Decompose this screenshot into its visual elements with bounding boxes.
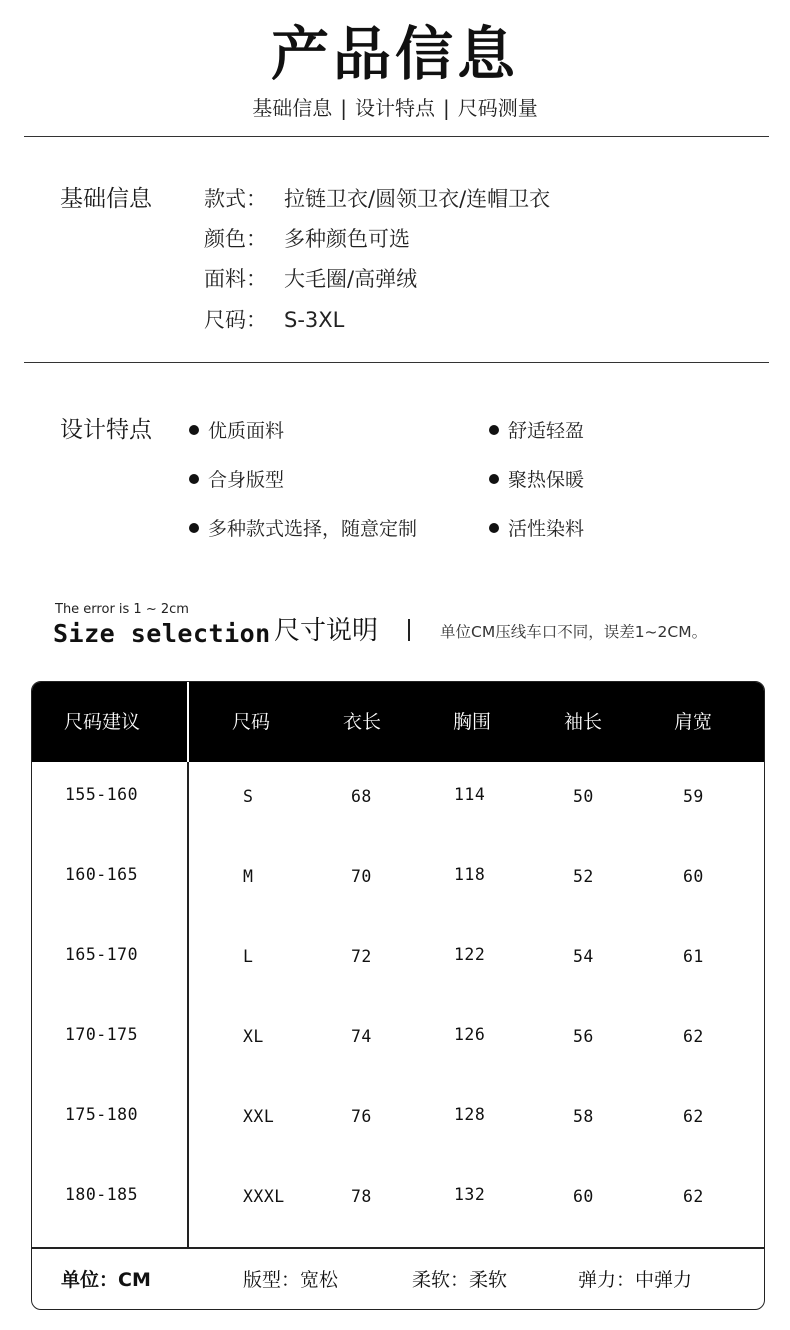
- page-title: 产品信息: [270, 20, 519, 88]
- table-cell: 155-160: [65, 785, 139, 804]
- basic-row-style: [204, 185, 550, 213]
- fit-label: 版型：宽松: [243, 1269, 339, 1291]
- basic-value: 多种颜色可选: [284, 227, 410, 251]
- table-cell: M: [243, 867, 254, 886]
- basic-value: 大毛圈/高弹绒: [284, 267, 418, 291]
- table-header-cell: 胸围: [453, 711, 492, 733]
- basic-key: 颜色：: [204, 227, 267, 251]
- table-cell: 122: [454, 945, 486, 964]
- table-cell: L: [243, 947, 254, 966]
- bullet-dot-icon: [189, 474, 199, 484]
- table-cell: 72: [351, 947, 372, 966]
- size-note: 单位CM压线车口不同，误差1~2CM。: [440, 623, 708, 641]
- bullet-dot-icon: [489, 474, 499, 484]
- table-cell: 160-165: [65, 865, 139, 884]
- bullet-dot-icon: [189, 425, 199, 435]
- nav-separator: |: [340, 96, 347, 120]
- table-cell: 68: [351, 787, 372, 806]
- table-cell: 62: [683, 1027, 704, 1046]
- table-header-cell: 肩宽: [674, 711, 713, 733]
- table-cell: 165-170: [65, 945, 139, 964]
- table-cell: 114: [454, 785, 486, 804]
- basic-key: 面料：: [204, 267, 267, 291]
- table-cell: 170-175: [65, 1025, 139, 1044]
- table-header-cell: 衣长: [343, 711, 382, 733]
- bullet-dot-icon: [489, 425, 499, 435]
- table-cell: S: [243, 787, 254, 806]
- feature-item: 活性染料: [489, 516, 584, 542]
- table-cell: 62: [683, 1187, 704, 1206]
- table-cell: 54: [573, 947, 594, 966]
- table-cell: 50: [573, 787, 594, 806]
- table-cell: 126: [454, 1025, 486, 1044]
- section-nav: [0, 94, 790, 122]
- table-header-cell: 尺码建议: [64, 711, 141, 733]
- basic-row-fabric: [204, 265, 417, 293]
- basic-key: 尺码：: [204, 308, 267, 332]
- feature-item: 舒适轻盈: [489, 418, 584, 444]
- table-cell: 58: [573, 1107, 594, 1126]
- table-cell: 175-180: [65, 1105, 139, 1124]
- basic-row-color: [204, 225, 410, 253]
- table-cell: 78: [351, 1187, 372, 1206]
- table-cell: XXL: [243, 1107, 275, 1126]
- size-table: [31, 681, 765, 1310]
- table-header-cell: 袖长: [564, 711, 603, 733]
- table-cell: 56: [573, 1027, 594, 1046]
- feature-item: 多种款式选择，随意定制: [189, 516, 417, 542]
- softness-label: 柔软：柔软: [412, 1269, 508, 1291]
- table-cell: 76: [351, 1107, 372, 1126]
- feature-item: 合身版型: [189, 467, 284, 493]
- column-divider: [187, 682, 189, 762]
- nav-item-design: 设计特点: [355, 96, 435, 120]
- basic-row-size: [204, 306, 344, 334]
- table-cell: 52: [573, 867, 594, 886]
- basic-info-label: 基础信息: [60, 186, 152, 212]
- error-note: The error is 1 ~ 2cm: [55, 602, 189, 617]
- nav-item-basic: 基础信息: [252, 96, 333, 120]
- size-title-en: Size selection: [53, 619, 271, 648]
- table-cell: XL: [243, 1027, 264, 1046]
- basic-key: 款式：: [204, 187, 267, 211]
- feature-item: 聚热保暖: [489, 467, 584, 493]
- column-divider: [187, 682, 189, 1247]
- table-cell: 180-185: [65, 1185, 139, 1204]
- table-cell: 74: [351, 1027, 372, 1046]
- table-cell: 118: [454, 865, 486, 884]
- table-cell: 60: [683, 867, 704, 886]
- elasticity-label: 弹力：中弹力: [578, 1269, 693, 1291]
- bullet-dot-icon: [489, 523, 499, 533]
- divider: [24, 136, 769, 137]
- table-cell: 132: [454, 1185, 486, 1204]
- bullet-dot-icon: [189, 523, 199, 533]
- title-divider: [408, 619, 410, 641]
- table-cell: 61: [683, 947, 704, 966]
- nav-separator: |: [443, 96, 450, 120]
- table-header-cell: 尺码: [232, 711, 271, 733]
- divider: [24, 362, 769, 363]
- table-cell: 128: [454, 1105, 486, 1124]
- table-header: [32, 682, 764, 762]
- basic-value: S-3XL: [284, 308, 345, 332]
- table-cell: XXXL: [243, 1187, 285, 1206]
- design-features-label: 设计特点: [60, 417, 152, 443]
- basic-value: 拉链卫衣/圆领卫衣/连帽卫衣: [284, 187, 551, 211]
- table-cell: 59: [683, 787, 704, 806]
- table-cell: 70: [351, 867, 372, 886]
- feature-item: 优质面料: [189, 418, 284, 444]
- size-title-cn: 尺寸说明: [274, 616, 379, 646]
- table-cell: 60: [573, 1187, 594, 1206]
- unit-label: 单位：CM: [61, 1269, 151, 1291]
- footer-divider: [32, 1247, 764, 1249]
- nav-item-measure: 尺码测量: [457, 96, 538, 120]
- table-cell: 62: [683, 1107, 704, 1126]
